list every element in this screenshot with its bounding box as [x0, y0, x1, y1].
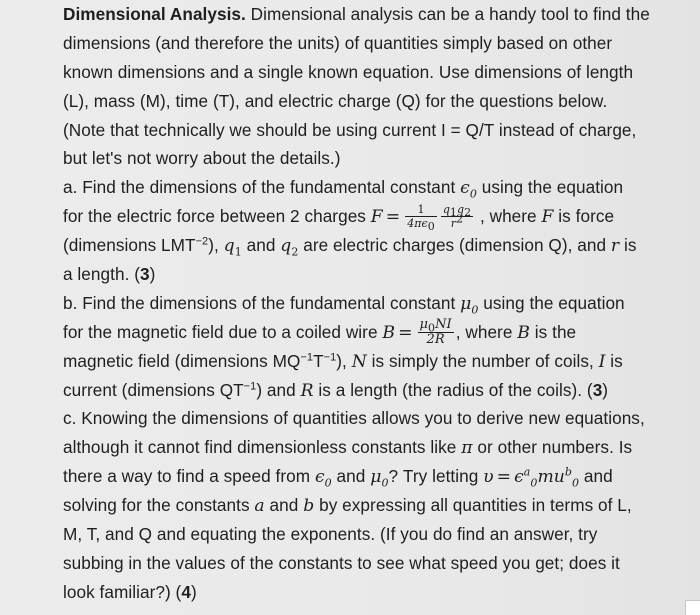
problem-text [63, 0, 683, 607]
charges-fraction: $\frac{q_1q_2}{r^2}$ [442, 203, 472, 231]
text-line: a length. (3) [63, 264, 156, 285]
points-value: 3 [140, 264, 150, 285]
epsilon0-symbol: $\epsilon_0$ [460, 178, 477, 201]
speed-equation-line: there a way to find a speed from $\epsilon_0$ and $\mu_0$? Try letting $\upsilon = \epsilon^a_0mu^b_0$ and [63, 465, 613, 490]
points-value: 3 [592, 379, 603, 400]
text-line: (L), mass (M), time (T), and electric charge (Q) for the questions below. [63, 90, 608, 111]
biot-equation-line: for the magnetic field due to a coiled wire B = $\frac{\mu_0NI}{2R}$ , where B is the [63, 316, 577, 347]
points-value: 4 [181, 581, 191, 602]
text-line: (dimensions $LMT^{-2}$), $q_1$ and $q_2$ are electric charges (dimension Q), and r is [63, 235, 637, 259]
magnetic-field-fraction: $\frac{\mu_0NI}{2R}$ [419, 316, 452, 347]
text-line: subbing in the values of the constants to see what speed you get; does it [63, 552, 620, 573]
page-corner [685, 600, 700, 615]
mu0-symbol: $\mu_0$ [460, 293, 479, 317]
epsilon-power: $\epsilon^a_0$ [514, 465, 538, 490]
text-line: but let's not worry about the details.) [63, 148, 341, 169]
coulomb-equation-line: for the electric force between 2 charges F = $\frac{1}{4\pi\epsilon_0}$ $\frac{q_1q_2}{r^2}$ , where F is force [63, 203, 615, 234]
part-a-line: a. Find the dimensions of the fundamental constant $\epsilon_0$ using the equation [63, 177, 624, 201]
text-line: known dimensions and a single known equation. Use dimensions of length [63, 61, 634, 82]
part-c-line: c. Knowing the dimensions of quantities allows you to derive new equations, [63, 408, 645, 429]
text-line: dimensions (and therefore the units) of quantities simply based on other [63, 32, 613, 53]
text-line: (Note that technically we should be using current I = Q/T instead of charge, [63, 119, 637, 140]
part-b-line: b. Find the dimensions of the fundamental constant $\mu_0$ using the equation [63, 292, 625, 317]
mu-power: $mu^b_0$ [537, 465, 580, 490]
text-line: Dimensional Analysis. Dimensional analysis can be a handy tool to find the [63, 4, 650, 24]
problem-title: Dimensional Analysis. [63, 4, 246, 24]
text-line: current (dimensions $QT^{-1}$) and R is a length (the radius of the coils). (3) [63, 379, 609, 401]
text-line: solving for the constants a and b by expressing all quantities in terms of L, [63, 495, 632, 517]
text-line: although it cannot find dimensionless constants like π or other numbers. Is [63, 437, 633, 459]
coulomb-constant-fraction: $\frac{1}{4\pi\epsilon_0}$ [407, 203, 435, 234]
text-line: look familiar?) (4) [63, 581, 197, 602]
text-line: M, T, and Q and equating the exponents. (If you do find an answer, try [63, 524, 598, 545]
text-line: magnetic field (dimensions $MQ^{-1}T^{-1}$), N is simply the number of coils, I is [63, 350, 623, 372]
